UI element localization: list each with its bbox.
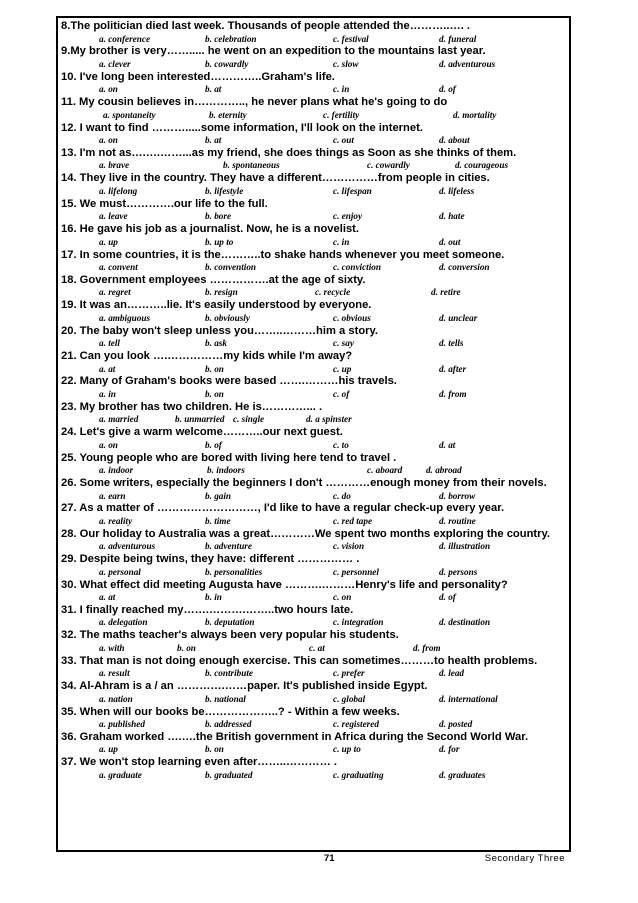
- answer-options: [61, 364, 565, 376]
- question-stem: 12. I want to find ……….....some information, I'll look on the internet.: [61, 121, 423, 134]
- answer-option[interactable]: d. lead: [439, 668, 465, 679]
- answer-options: [61, 592, 565, 604]
- answer-option[interactable]: a. convent: [99, 262, 138, 273]
- answer-option[interactable]: b. personalities: [205, 566, 263, 577]
- question-item: [61, 553, 565, 578]
- answer-option[interactable]: c. festival: [333, 33, 369, 44]
- answer-option[interactable]: d. routine: [439, 515, 476, 526]
- question-item: [61, 375, 565, 400]
- answer-option[interactable]: d. of: [439, 84, 456, 95]
- question-stem: 16. He gave his job as a journalist. Now, he is a novelist.: [61, 223, 360, 236]
- answer-option[interactable]: b. ask: [205, 338, 227, 349]
- question-item: [61, 122, 565, 147]
- answer-option[interactable]: b. in: [205, 592, 222, 603]
- answer-option[interactable]: b. addressed: [205, 719, 252, 730]
- question-stem: 24. Let's give a warm welcome………..our next guest.: [61, 426, 343, 439]
- answer-options: [61, 237, 565, 249]
- answer-options: [61, 110, 565, 122]
- answer-options: [61, 694, 565, 706]
- answer-option[interactable]: a. graduate: [99, 769, 142, 780]
- question-list: [61, 20, 565, 782]
- answer-option[interactable]: a. brave: [99, 160, 130, 171]
- answer-option[interactable]: d. persons: [439, 566, 478, 577]
- question-item: [61, 172, 565, 197]
- answer-options: [61, 465, 565, 477]
- question-stem: 8.The politician died last week. Thousands of people attended the………..…. .: [61, 20, 471, 32]
- answer-option[interactable]: c. up: [333, 363, 352, 374]
- answer-option[interactable]: d. illustration: [439, 541, 491, 552]
- question-stem: 14. They live in the country. They have a different……………from people in cities.: [61, 172, 490, 185]
- question-item: [61, 249, 565, 274]
- answer-option[interactable]: b. on: [205, 744, 224, 755]
- answer-option[interactable]: c. integration: [333, 617, 384, 628]
- question-stem: 27. As a matter of ………………………, I'd like to have a regular check-up every year.: [61, 502, 505, 515]
- question-stem: 30. What effect did meeting Augusta have ……….………Henry's life and personality?: [61, 578, 508, 591]
- answer-option[interactable]: c. graduating: [333, 769, 384, 780]
- answer-option[interactable]: b. graduated: [205, 769, 253, 780]
- answer-options: [61, 59, 565, 71]
- answer-option[interactable]: a. tell: [99, 338, 120, 349]
- question-stem: 10. I've long been interested…………..Graham's life.: [61, 70, 335, 83]
- question-item: [61, 299, 565, 324]
- question-item: [61, 426, 565, 451]
- question-item: [61, 452, 565, 477]
- question-item: [61, 477, 565, 502]
- answer-option[interactable]: d. at: [439, 439, 456, 450]
- answer-option[interactable]: d. courageous: [455, 160, 509, 171]
- question-stem: 9.My brother is very……..... he went on an expedition to the mountains last year.: [61, 45, 486, 58]
- question-item: [61, 20, 565, 45]
- question-stem: 33. That man is not doing enough exercise. This can sometimes………to health problems.: [61, 654, 538, 667]
- answer-option[interactable]: c. red tape: [333, 515, 373, 526]
- question-item: [61, 350, 565, 375]
- answer-option[interactable]: d. from: [413, 642, 441, 653]
- answer-options: [61, 84, 565, 96]
- answer-option[interactable]: c. cowardly: [367, 160, 410, 171]
- answer-option[interactable]: d. international: [439, 693, 498, 704]
- answer-option[interactable]: d. conversion: [439, 262, 490, 273]
- answer-option[interactable]: a. lifelong: [99, 185, 138, 196]
- answer-option[interactable]: c. vision: [333, 541, 365, 552]
- answer-option[interactable]: b. bore: [205, 211, 232, 222]
- answer-option[interactable]: b. time: [205, 515, 231, 526]
- answer-option[interactable]: d. mortality: [453, 109, 497, 120]
- answer-options: [61, 135, 565, 147]
- answer-options: [61, 262, 565, 274]
- answer-option[interactable]: d. from: [439, 388, 467, 399]
- question-item: [61, 579, 565, 604]
- answer-options: [61, 770, 565, 782]
- answer-options: [61, 414, 565, 426]
- answer-options: [61, 567, 565, 579]
- answer-option[interactable]: b. convention: [205, 262, 257, 273]
- answer-option[interactable]: b. cowardly: [205, 58, 249, 69]
- answer-option[interactable]: d. for: [439, 744, 460, 755]
- answer-option[interactable]: b. up to: [205, 236, 234, 247]
- answer-option[interactable]: c. up to: [333, 744, 361, 755]
- answer-option[interactable]: c. lifespan: [333, 185, 372, 196]
- answer-option[interactable]: a. married: [99, 414, 139, 425]
- answer-options: [61, 211, 565, 223]
- question-item: [61, 147, 565, 172]
- answer-options: [61, 719, 565, 731]
- answer-options: [61, 617, 565, 629]
- answer-option[interactable]: b. adventure: [205, 541, 252, 552]
- question-stem: 17. In some countries, it is the………..to shake hands whenever you meet someone.: [61, 248, 505, 261]
- answer-option[interactable]: d. unclear: [439, 312, 478, 323]
- question-item: [61, 325, 565, 350]
- answer-option[interactable]: d. posted: [439, 719, 473, 730]
- answer-option[interactable]: a. published: [99, 719, 145, 730]
- answer-option[interactable]: b. on: [205, 388, 224, 399]
- answer-options: [61, 287, 565, 299]
- answer-option[interactable]: b. unmarried: [175, 414, 225, 425]
- answer-option[interactable]: a. spontaneity: [103, 109, 156, 120]
- question-item: [61, 71, 565, 96]
- answer-options: [61, 313, 565, 325]
- page-footer: [56, 852, 571, 866]
- question-item: [61, 680, 565, 705]
- answer-option[interactable]: c. slow: [333, 58, 359, 69]
- answer-options: [61, 643, 565, 655]
- answer-option[interactable]: a. up: [99, 744, 118, 755]
- page-number: 71: [324, 853, 335, 864]
- answer-option[interactable]: c. aboard: [367, 465, 403, 476]
- answer-option[interactable]: c. fertility: [323, 109, 360, 120]
- answer-option[interactable]: a. at: [99, 363, 116, 374]
- answer-option[interactable]: b. gain: [205, 490, 232, 501]
- answer-option[interactable]: c. personnel: [333, 566, 379, 577]
- question-item: [61, 198, 565, 223]
- answer-option[interactable]: d. retire: [431, 287, 461, 298]
- answer-option[interactable]: d. funeral: [439, 33, 477, 44]
- answer-options: [61, 34, 565, 46]
- answer-option[interactable]: c. global: [333, 693, 366, 704]
- answer-option[interactable]: a. on: [99, 135, 118, 146]
- question-item: [61, 274, 565, 299]
- question-stem: 34. Al-Ahram is a / an ………….……paper. It's published inside Egypt.: [61, 680, 428, 693]
- answer-option[interactable]: b. national: [205, 693, 246, 704]
- question-item: [61, 528, 565, 553]
- answer-option[interactable]: a. indoor: [99, 465, 134, 476]
- answer-option[interactable]: c. say: [333, 338, 354, 349]
- answer-options: [61, 668, 565, 680]
- answer-options: [61, 338, 565, 350]
- question-item: [61, 223, 565, 248]
- answer-option[interactable]: d. adventurous: [439, 58, 496, 69]
- answer-option[interactable]: d. hate: [439, 211, 465, 222]
- answer-options: [61, 516, 565, 528]
- question-stem: 21. Can you look ….……………my kids while I'm away?: [61, 350, 353, 363]
- answer-option[interactable]: b. of: [205, 439, 222, 450]
- question-stem: 32. The maths teacher's always been very popular his students.: [61, 629, 399, 642]
- question-item: [61, 502, 565, 527]
- answer-option[interactable]: a. in: [99, 388, 116, 399]
- answer-options: [61, 491, 565, 503]
- answer-option[interactable]: a. reality: [99, 515, 133, 526]
- question-stem: 25. Young people who are bored with living here tend to travel .: [61, 451, 397, 464]
- answer-option[interactable]: d. tells: [439, 338, 464, 349]
- grade-level: Secondary Three: [484, 853, 565, 864]
- answer-option[interactable]: c. at: [309, 642, 325, 653]
- answer-option[interactable]: b. on: [205, 363, 224, 374]
- answer-option[interactable]: b. lifestyle: [205, 185, 244, 196]
- question-stem: 18. Government employees …………….at the age of sixty.: [61, 273, 366, 286]
- question-stem: 28. Our holiday to Australia was a great…………We spent two months exploring the country.: [61, 527, 551, 540]
- answer-option[interactable]: d. graduates: [439, 769, 486, 780]
- answer-option[interactable]: a. earn: [99, 490, 126, 501]
- answer-option[interactable]: b. at: [205, 135, 222, 146]
- answer-option[interactable]: c. of: [333, 388, 350, 399]
- answer-option[interactable]: a. ambiguous: [99, 312, 151, 323]
- question-stem: 31. I finally reached my…….……….……..two hours late.: [61, 603, 354, 616]
- answer-option[interactable]: c. recycle: [315, 287, 351, 298]
- answer-option[interactable]: a. with: [99, 642, 125, 653]
- answer-option[interactable]: a. conference: [99, 33, 151, 44]
- worksheet-page: [56, 16, 571, 852]
- question-stem: 20. The baby won't sleep unless you……..………him a story.: [61, 324, 379, 337]
- answer-option[interactable]: b. on: [177, 642, 196, 653]
- answer-option[interactable]: a. leave: [99, 211, 128, 222]
- answer-option[interactable]: d. abroad: [426, 465, 462, 476]
- answer-option[interactable]: d. borrow: [439, 490, 476, 501]
- answer-option[interactable]: b. deputation: [205, 617, 255, 628]
- answer-option[interactable]: c. to: [333, 439, 349, 450]
- answer-option[interactable]: a. regret: [99, 287, 131, 298]
- answer-option[interactable]: c. enjoy: [333, 211, 363, 222]
- answer-option[interactable]: a. result: [99, 668, 130, 679]
- answer-option[interactable]: a. up: [99, 236, 118, 247]
- answer-option[interactable]: b. contribute: [205, 668, 253, 679]
- question-item: [61, 401, 565, 426]
- answer-option[interactable]: b. resign: [205, 287, 238, 298]
- question-item: [61, 629, 565, 654]
- answer-option[interactable]: d. after: [439, 363, 467, 374]
- answer-option[interactable]: d. out: [439, 236, 461, 247]
- question-item: [61, 706, 565, 731]
- answer-options: [61, 440, 565, 452]
- answer-option[interactable]: d. destination: [439, 617, 491, 628]
- question-item: [61, 604, 565, 629]
- question-stem: 19. It was an………..lie. It's easily understood by everyone.: [61, 299, 372, 312]
- answer-options: [61, 186, 565, 198]
- answer-option[interactable]: a. delegation: [99, 617, 148, 628]
- answer-option[interactable]: c. conviction: [333, 262, 381, 273]
- answer-option[interactable]: d. about: [439, 135, 470, 146]
- answer-option[interactable]: a. personal: [99, 566, 141, 577]
- question-item: [61, 96, 565, 121]
- answer-option[interactable]: b. obviously: [205, 312, 250, 323]
- answer-option[interactable]: a. at: [99, 592, 116, 603]
- answer-option[interactable]: c. prefer: [333, 668, 365, 679]
- answer-option[interactable]: c. in: [333, 84, 350, 95]
- question-stem: 22. Many of Graham's books were based …….………his travels.: [61, 375, 397, 388]
- question-stem: 37. We won't stop learning even after……..………… .: [61, 756, 337, 769]
- question-item: [61, 731, 565, 756]
- question-stem: 29. Despite being twins, they have: different …………… .: [61, 553, 360, 566]
- answer-option[interactable]: c. in: [333, 236, 350, 247]
- answer-option[interactable]: b. celebration: [205, 33, 257, 44]
- answer-option[interactable]: a. adventurous: [99, 541, 156, 552]
- answer-option[interactable]: b. at: [205, 84, 222, 95]
- answer-option[interactable]: c. single: [233, 414, 265, 425]
- answer-options: [61, 160, 565, 172]
- answer-option[interactable]: b. indoors: [207, 465, 245, 476]
- answer-option[interactable]: c. do: [333, 490, 351, 501]
- answer-option[interactable]: b. spontaneous: [223, 160, 280, 171]
- answer-option[interactable]: c. on: [333, 592, 352, 603]
- question-stem: 13. I'm not as….….……...as my friend, she does things as Soon as she thinks of them.: [61, 146, 517, 159]
- answer-options: [61, 744, 565, 756]
- answer-option[interactable]: d. of: [439, 592, 456, 603]
- answer-option[interactable]: c. registered: [333, 719, 379, 730]
- answer-option[interactable]: d. a spinster: [306, 414, 352, 425]
- answer-option[interactable]: d. lifeless: [439, 185, 475, 196]
- question-stem: 35. When will our books be………………..? - Within a few weeks.: [61, 705, 400, 718]
- answer-option[interactable]: a. on: [99, 439, 118, 450]
- answer-option[interactable]: c. out: [333, 135, 354, 146]
- question-stem: 15. We must………….our life to the full.: [61, 197, 268, 210]
- question-item: [61, 756, 565, 781]
- answer-options: [61, 389, 565, 401]
- question-stem: 36. Graham worked ….….the British government in Africa during the Second World War.: [61, 730, 529, 743]
- answer-options: [61, 541, 565, 553]
- question-stem: 23. My brother has two children. He is…………... .: [61, 400, 323, 413]
- question-stem: 11. My cousin believes in………….., he never plans what he's going to do: [61, 96, 448, 109]
- answer-option[interactable]: a. nation: [99, 693, 133, 704]
- answer-option[interactable]: a. clever: [99, 58, 131, 69]
- answer-option[interactable]: a. on: [99, 84, 118, 95]
- question-item: [61, 655, 565, 680]
- answer-option[interactable]: c. obvious: [333, 312, 371, 323]
- answer-option[interactable]: b. eternity: [209, 109, 247, 120]
- question-stem: 26. Some writers, especially the beginners I don't …………enough money from their novels.: [61, 477, 547, 490]
- question-item: [61, 45, 565, 70]
